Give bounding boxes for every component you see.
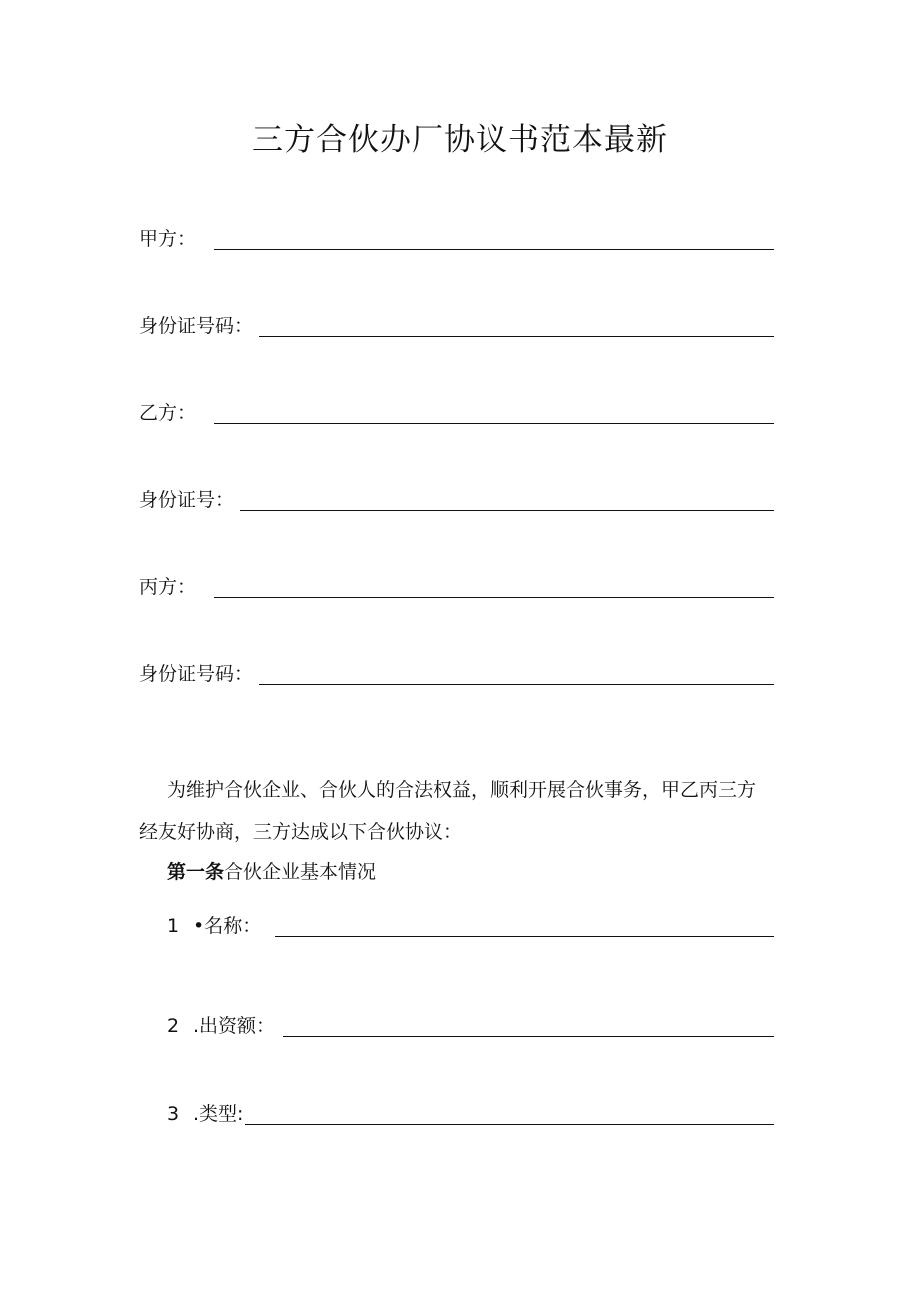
item-3-number: 3 [167, 1103, 180, 1125]
party-a-blank[interactable] [214, 229, 774, 250]
item-2-label: .出资额： [193, 1015, 276, 1037]
party-a-id-blank[interactable] [259, 316, 774, 337]
intro-line-1: 为维护合伙企业、合伙人的合法权益，顺利开展合伙事务，甲乙丙三方 [167, 779, 757, 801]
party-b-id-field [139, 483, 774, 513]
party-b-id-label: 身份证号： [139, 489, 235, 511]
intro-line-2: 经友好协商，三方达成以下合伙协议： [139, 821, 463, 843]
item-2-blank[interactable] [283, 1016, 774, 1037]
party-b-id-blank[interactable] [240, 490, 774, 511]
party-c-blank[interactable] [214, 577, 774, 598]
party-c-id-blank[interactable] [259, 664, 774, 685]
party-b-label: 乙方： [139, 402, 197, 424]
item-type-field [167, 1097, 774, 1127]
item-1-label: •名称： [193, 915, 262, 937]
item-1-number: 1 [167, 915, 180, 937]
party-c-field [139, 570, 774, 600]
item-2-number: 2 [167, 1015, 180, 1037]
article-1-heading [167, 858, 376, 886]
party-a-id-label: 身份证号码： [139, 315, 254, 337]
item-3-blank[interactable] [245, 1104, 774, 1125]
party-a-field [139, 222, 774, 252]
party-a-id-field [139, 309, 774, 339]
party-c-label: 丙方： [139, 576, 197, 598]
item-capital-field [167, 1009, 774, 1039]
article-1-title: 合伙企业基本情况 [224, 861, 377, 883]
item-3-label: .类型: [193, 1103, 244, 1125]
party-c-id-field [139, 657, 774, 687]
article-1-number: 第一条 [167, 861, 225, 883]
document-title: 三方合伙办厂协议书范本最新 [252, 122, 668, 158]
party-a-label: 甲方： [139, 228, 197, 250]
item-1-blank[interactable] [275, 916, 774, 937]
party-b-blank[interactable] [214, 403, 774, 424]
party-c-id-label: 身份证号码： [139, 663, 254, 685]
party-b-field [139, 396, 774, 426]
item-name-field [167, 909, 774, 939]
